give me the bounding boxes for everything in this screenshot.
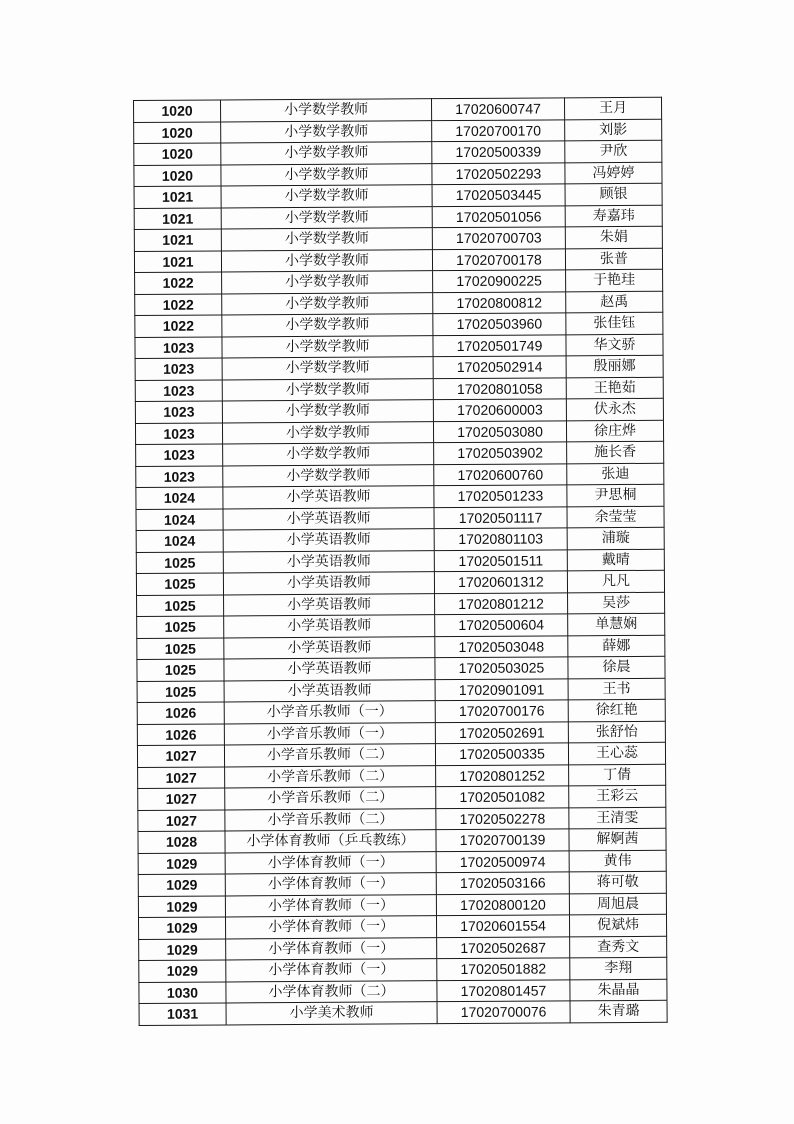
position-code-cell: 1023 — [135, 422, 222, 444]
exam-id-cell: 17020600747 — [431, 98, 564, 120]
position-title-cell: 小学数学教师 — [221, 99, 432, 122]
candidate-name-cell: 伏永杰 — [566, 398, 663, 420]
position-code-cell: 1020 — [134, 100, 221, 122]
position-code-cell: 1029 — [138, 895, 225, 917]
exam-id-cell: 17020601554 — [436, 915, 569, 937]
candidate-name-cell: 王心蕊 — [568, 742, 665, 764]
position-code-cell: 1029 — [138, 917, 225, 939]
position-title-cell: 小学英语教师 — [223, 572, 434, 595]
position-title-cell: 小学音乐教师（二） — [224, 744, 435, 767]
candidate-name-cell: 尹思桐 — [567, 484, 664, 506]
candidate-name-cell: 王书 — [568, 678, 665, 700]
position-code-cell: 1027 — [137, 745, 224, 767]
exam-id-cell: 17020700176 — [435, 700, 568, 722]
position-title-cell: 小学音乐教师（二） — [225, 765, 436, 788]
position-title-cell: 小学体育教师（一） — [226, 937, 437, 960]
exam-id-cell: 17020503902 — [434, 442, 567, 464]
exam-id-cell: 17020801212 — [435, 592, 568, 614]
exam-id-cell: 17020600003 — [433, 399, 566, 421]
position-title-cell: 小学音乐教师（二） — [225, 808, 436, 831]
position-title-cell: 小学数学教师 — [222, 292, 433, 315]
position-code-cell: 1026 — [137, 723, 224, 745]
exam-id-cell: 17020700170 — [432, 119, 565, 141]
candidate-name-cell: 华文骄 — [566, 334, 663, 356]
position-title-cell: 小学体育教师（一） — [225, 873, 436, 896]
exam-id-cell: 17020503166 — [436, 872, 569, 894]
position-code-cell: 1025 — [136, 551, 223, 573]
candidate-table-body — [134, 97, 668, 1025]
exam-id-cell: 17020502293 — [432, 162, 565, 184]
candidate-name-cell: 王清雯 — [569, 807, 666, 829]
position-title-cell: 小学英语教师 — [224, 679, 435, 702]
position-code-cell: 1030 — [139, 981, 226, 1003]
position-title-cell: 小学数学教师 — [221, 120, 432, 143]
position-title-cell: 小学英语教师 — [223, 507, 434, 530]
exam-id-cell: 17020500604 — [435, 614, 568, 636]
position-title-cell: 小学数学教师 — [221, 185, 432, 208]
candidate-name-cell: 查秀文 — [570, 936, 667, 958]
table-row — [139, 1000, 667, 1025]
position-code-cell: 1029 — [138, 852, 225, 874]
position-code-cell: 1020 — [134, 143, 221, 165]
position-title-cell: 小学英语教师 — [224, 658, 435, 681]
exam-id-cell: 17020800120 — [436, 893, 569, 915]
position-title-cell: 小学英语教师 — [223, 486, 434, 509]
candidate-name-cell: 蒋可敬 — [569, 871, 666, 893]
position-code-cell: 1031 — [139, 1003, 226, 1025]
position-code-cell: 1021 — [134, 186, 221, 208]
candidate-name-cell: 朱青璐 — [570, 1000, 667, 1022]
position-title-cell: 小学数学教师 — [222, 357, 433, 380]
position-title-cell: 小学数学教师 — [221, 249, 432, 272]
position-code-cell: 1022 — [135, 272, 222, 294]
position-title-cell: 小学数学教师 — [222, 378, 433, 401]
position-title-cell: 小学数学教师 — [222, 271, 433, 294]
candidate-name-cell: 王月 — [564, 97, 661, 119]
exam-id-cell: 17020502687 — [437, 936, 570, 958]
exam-id-cell: 17020501511 — [434, 549, 567, 571]
exam-id-cell: 17020502691 — [435, 721, 568, 743]
candidate-name-cell: 张佳钰 — [566, 312, 663, 334]
position-code-cell: 1026 — [137, 702, 224, 724]
position-code-cell: 1027 — [138, 809, 225, 831]
position-title-cell: 小学英语教师 — [223, 550, 434, 573]
position-title-cell: 小学音乐教师（一） — [224, 722, 435, 745]
candidate-name-cell: 徐晨 — [568, 656, 665, 678]
candidate-name-cell: 施长香 — [567, 441, 664, 463]
exam-id-cell: 17020700178 — [432, 248, 565, 270]
exam-id-cell: 17020800812 — [433, 291, 566, 313]
candidate-name-cell: 倪斌炜 — [569, 914, 666, 936]
exam-id-cell: 17020600760 — [434, 463, 567, 485]
candidate-name-cell: 吴莎 — [568, 592, 665, 614]
candidate-name-cell: 顾银 — [565, 183, 662, 205]
exam-id-cell: 17020501882 — [437, 958, 570, 980]
position-title-cell: 小学数学教师 — [221, 142, 432, 165]
position-title-cell: 小学体育教师（乒乓教练） — [225, 830, 436, 853]
candidate-name-cell: 张舒怡 — [568, 721, 665, 743]
position-code-cell: 1021 — [134, 229, 221, 251]
exam-id-cell: 17020500339 — [432, 141, 565, 163]
candidate-name-cell: 张普 — [565, 248, 662, 270]
exam-id-cell: 17020500974 — [436, 850, 569, 872]
position-title-cell: 小学英语教师 — [223, 529, 434, 552]
exam-id-cell: 17020503025 — [435, 657, 568, 679]
candidate-name-cell: 李翔 — [570, 957, 667, 979]
exam-id-cell: 17020502914 — [433, 356, 566, 378]
exam-id-cell: 17020801103 — [434, 528, 567, 550]
position-code-cell: 1023 — [135, 336, 222, 358]
position-code-cell: 1023 — [136, 444, 223, 466]
position-code-cell: 1022 — [135, 315, 222, 337]
exam-id-cell: 17020501082 — [436, 786, 569, 808]
position-title-cell: 小学英语教师 — [224, 615, 435, 638]
position-title-cell: 小学数学教师 — [222, 314, 433, 337]
position-title-cell: 小学英语教师 — [224, 593, 435, 616]
candidate-name-cell: 周旭晨 — [569, 893, 666, 915]
candidate-table — [133, 97, 668, 1026]
position-title-cell: 小学数学教师 — [222, 335, 433, 358]
exam-id-cell: 17020601312 — [434, 571, 567, 593]
exam-id-cell: 17020801058 — [433, 377, 566, 399]
candidate-name-cell: 单慧娴 — [568, 613, 665, 635]
position-code-cell: 1025 — [137, 616, 224, 638]
position-code-cell: 1024 — [136, 487, 223, 509]
exam-id-cell: 17020503080 — [433, 420, 566, 442]
position-code-cell: 1021 — [134, 207, 221, 229]
position-code-cell: 1020 — [134, 121, 221, 143]
candidate-name-cell: 薛娜 — [568, 635, 665, 657]
exam-id-cell: 17020501117 — [434, 506, 567, 528]
position-code-cell: 1023 — [135, 401, 222, 423]
exam-id-cell: 17020503445 — [432, 184, 565, 206]
position-title-cell: 小学数学教师 — [223, 443, 434, 466]
exam-id-cell: 17020700139 — [436, 829, 569, 851]
candidate-name-cell: 余莹莹 — [567, 506, 664, 528]
candidate-name-cell: 朱晶晶 — [570, 979, 667, 1001]
position-code-cell: 1023 — [136, 465, 223, 487]
exam-id-cell: 17020503048 — [435, 635, 568, 657]
position-code-cell: 1025 — [137, 659, 224, 681]
candidate-name-cell: 赵禹 — [566, 291, 663, 313]
position-title-cell: 小学数学教师 — [222, 421, 433, 444]
position-code-cell: 1024 — [136, 530, 223, 552]
position-code-cell: 1025 — [137, 594, 224, 616]
position-title-cell: 小学数学教师 — [221, 206, 432, 229]
exam-id-cell: 17020502278 — [436, 807, 569, 829]
exam-id-cell: 17020500335 — [435, 743, 568, 765]
candidate-name-cell: 冯婷婷 — [565, 162, 662, 184]
position-title-cell: 小学体育教师（二） — [226, 980, 437, 1003]
position-code-cell: 1028 — [138, 831, 225, 853]
position-title-cell: 小学数学教师 — [221, 228, 432, 251]
candidate-name-cell: 于艳珪 — [566, 269, 663, 291]
position-code-cell: 1020 — [134, 164, 221, 186]
exam-id-cell: 17020700703 — [432, 227, 565, 249]
candidate-name-cell: 尹欣 — [565, 140, 662, 162]
position-code-cell: 1021 — [134, 250, 221, 272]
candidate-name-cell: 凡凡 — [567, 570, 664, 592]
position-title-cell: 小学体育教师（一） — [225, 894, 436, 917]
candidate-name-cell: 刘影 — [565, 119, 662, 141]
candidate-name-cell: 黄伟 — [569, 850, 666, 872]
position-code-cell: 1029 — [139, 960, 226, 982]
exam-id-cell: 17020501233 — [434, 485, 567, 507]
exam-id-cell: 17020801252 — [436, 764, 569, 786]
position-code-cell: 1025 — [137, 680, 224, 702]
exam-id-cell: 17020700076 — [437, 1001, 570, 1023]
exam-id-cell: 17020901091 — [435, 678, 568, 700]
position-title-cell: 小学音乐教师（二） — [225, 787, 436, 810]
candidate-name-cell: 张迪 — [567, 463, 664, 485]
exam-id-cell: 17020503960 — [433, 313, 566, 335]
position-code-cell: 1029 — [138, 874, 225, 896]
position-title-cell: 小学数学教师 — [221, 163, 432, 186]
candidate-name-cell: 浦璇 — [567, 527, 664, 549]
position-code-cell: 1022 — [135, 293, 222, 315]
position-code-cell: 1024 — [136, 508, 223, 530]
position-title-cell: 小学体育教师（一） — [226, 959, 437, 982]
position-code-cell: 1029 — [139, 938, 226, 960]
position-title-cell: 小学数学教师 — [223, 464, 434, 487]
exam-id-cell: 17020501749 — [433, 334, 566, 356]
position-code-cell: 1025 — [137, 637, 224, 659]
candidate-name-cell: 殷丽娜 — [566, 355, 663, 377]
position-title-cell: 小学美术教师 — [226, 1002, 437, 1025]
exam-id-cell: 17020801457 — [437, 979, 570, 1001]
candidate-name-cell: 解婀茜 — [569, 828, 666, 850]
position-code-cell: 1025 — [136, 573, 223, 595]
candidate-name-cell: 戴晴 — [567, 549, 664, 571]
position-title-cell: 小学音乐教师（一） — [224, 701, 435, 724]
position-code-cell: 1023 — [135, 358, 222, 380]
candidate-name-cell: 朱娟 — [565, 226, 662, 248]
candidate-name-cell: 徐红艳 — [568, 699, 665, 721]
position-code-cell: 1027 — [138, 788, 225, 810]
candidate-name-cell: 王艳茹 — [566, 377, 663, 399]
exam-id-cell: 17020501056 — [432, 205, 565, 227]
position-title-cell: 小学英语教师 — [224, 636, 435, 659]
candidate-name-cell: 寿嘉玮 — [565, 205, 662, 227]
candidate-name-cell: 丁倩 — [569, 764, 666, 786]
position-title-cell: 小学体育教师（一） — [225, 851, 436, 874]
position-code-cell: 1023 — [135, 379, 222, 401]
candidate-name-cell: 徐庄烨 — [566, 420, 663, 442]
candidate-name-cell: 王彩云 — [569, 785, 666, 807]
position-title-cell: 小学数学教师 — [222, 400, 433, 423]
position-title-cell: 小学体育教师（一） — [225, 916, 436, 939]
position-code-cell: 1027 — [138, 766, 225, 788]
exam-id-cell: 17020900225 — [433, 270, 566, 292]
